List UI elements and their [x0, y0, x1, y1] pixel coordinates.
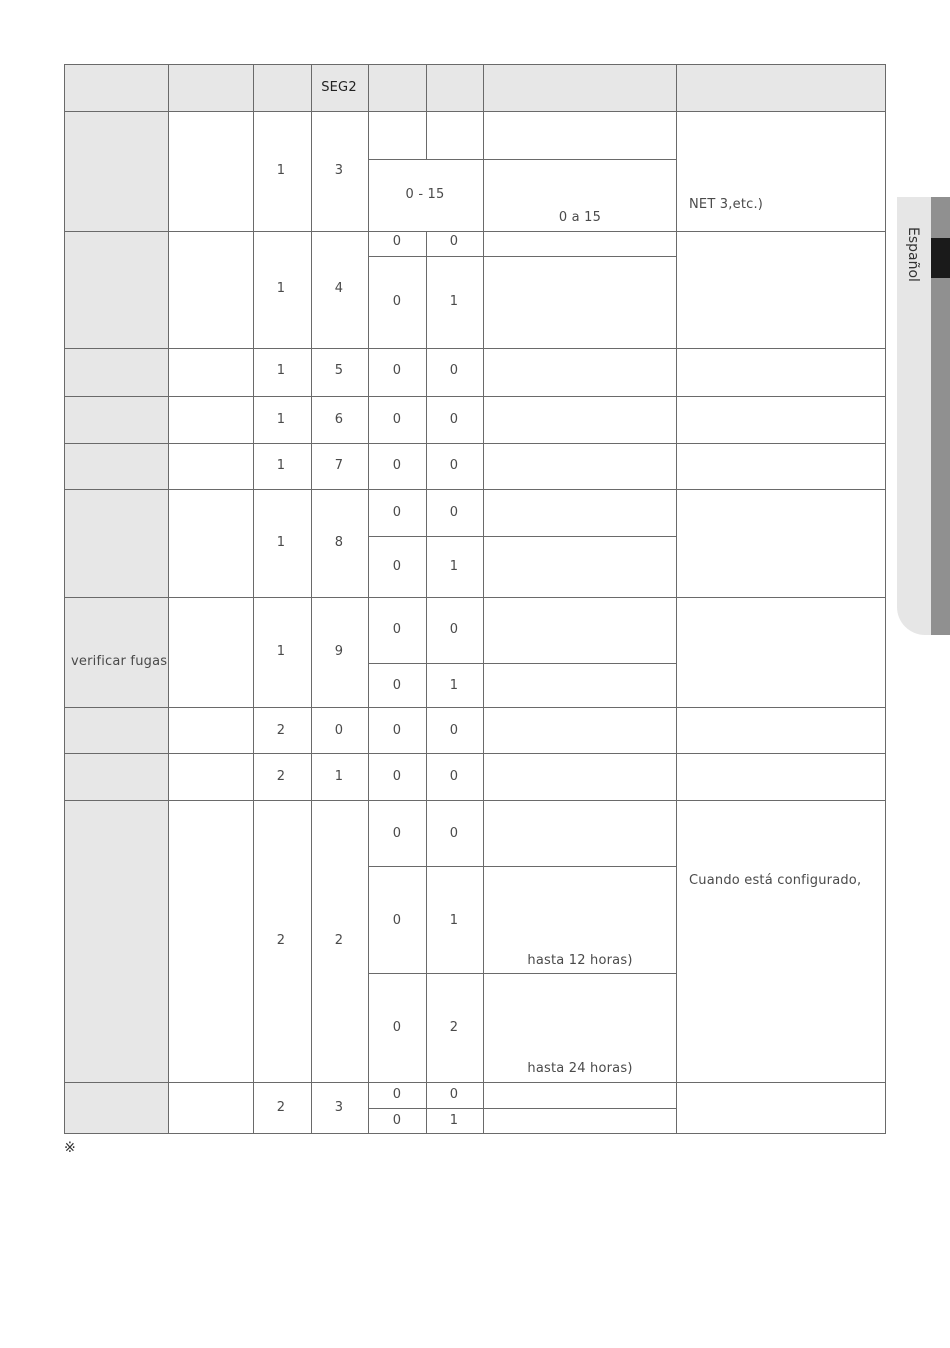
- row-23-seg2: 3: [334, 1100, 344, 1115]
- header-cell-1: [64, 64, 169, 112]
- row-18-label-cell: [64, 489, 169, 598]
- row-21-a2: 0: [449, 769, 459, 784]
- row-16-seg2: 6: [334, 412, 344, 427]
- row-23-b2: 1: [449, 1113, 459, 1128]
- row-15-a2: 0: [449, 363, 459, 378]
- side-tab-marker: [931, 238, 950, 278]
- row-22-cell-2: [168, 800, 254, 1083]
- row-21-a1: 0: [392, 769, 402, 784]
- row-20-a2: 0: [449, 723, 459, 738]
- row-18-b1: 0: [392, 559, 402, 574]
- row-16-cell-2: [168, 396, 254, 444]
- row-22-note: Cuando está configurado,: [689, 873, 862, 888]
- row-23-seg1: 2: [276, 1100, 286, 1115]
- row-22-a-desc: [483, 800, 677, 867]
- row-20-label-cell: [64, 707, 169, 754]
- row-19-a2: 0: [449, 622, 459, 637]
- row-21-label-cell: [64, 753, 169, 801]
- row-14-note-cell: [676, 231, 886, 349]
- row-14-seg2: 4: [334, 281, 344, 296]
- row-14-seg1: 1: [276, 281, 286, 296]
- row-16-a2: 0: [449, 412, 459, 427]
- row-23-a2: 0: [449, 1087, 459, 1102]
- row-15-cell-2: [168, 348, 254, 397]
- row-15-desc: [483, 348, 677, 397]
- row-22-seg1: 2: [276, 933, 286, 948]
- row-18-b-desc: [483, 536, 677, 598]
- row-16-a1: 0: [392, 412, 402, 427]
- row-23-note-cell: [676, 1082, 886, 1134]
- row-14-a-desc: [483, 231, 677, 257]
- header-cell-seg4: [426, 64, 484, 112]
- row-15-a1: 0: [392, 363, 402, 378]
- row-22-a1: 0: [392, 826, 402, 841]
- row-17-seg1: 1: [276, 458, 286, 473]
- row-21-cell-2: [168, 753, 254, 801]
- header-cell-seg1: [253, 64, 312, 112]
- row-18-note-cell: [676, 489, 886, 598]
- row-17-seg2: 7: [334, 458, 344, 473]
- row-20-seg2: 0: [334, 723, 344, 738]
- row-16-seg1: 1: [276, 412, 286, 427]
- row-15-seg1: 1: [276, 363, 286, 378]
- row-22-label-cell: [64, 800, 169, 1083]
- row-13-note-cell: [676, 111, 886, 232]
- row-23-a-desc: [483, 1082, 677, 1109]
- row-22-b2: 1: [449, 913, 459, 928]
- row-20-seg1: 2: [276, 723, 286, 738]
- row-19-a-desc: [483, 597, 677, 664]
- row-17-desc: [483, 443, 677, 490]
- row-13-seg2: 3: [334, 163, 344, 178]
- row-16-label-cell: [64, 396, 169, 444]
- row-20-desc: [483, 707, 677, 754]
- row-17-note-cell: [676, 443, 886, 490]
- row-13-note: NET 3,etc.): [689, 197, 764, 212]
- row-18-a1: 0: [392, 505, 402, 520]
- row-19-b2: 1: [449, 678, 459, 693]
- row-23-label-cell: [64, 1082, 169, 1134]
- row-17-a1: 0: [392, 458, 402, 473]
- header-cell-desc: [483, 64, 677, 112]
- row-13-cell-2: [168, 111, 254, 232]
- row-16-desc: [483, 396, 677, 444]
- row-17-cell-2: [168, 443, 254, 490]
- row-15-note-cell: [676, 348, 886, 397]
- row-21-seg2: 1: [334, 769, 344, 784]
- row-23-a1: 0: [392, 1087, 402, 1102]
- row-13-label-cell: [64, 111, 169, 232]
- side-tab-label: Español: [905, 227, 921, 282]
- row-14-a1: 0: [392, 234, 402, 249]
- row-18-seg2: 8: [334, 535, 344, 550]
- row-14-b2: 1: [449, 294, 459, 309]
- row-20-a1: 0: [392, 723, 402, 738]
- row-22-note-cell: [676, 800, 886, 1083]
- row-13-seg3-cell: [368, 111, 427, 160]
- row-22-b-desc-text: hasta 12 horas): [527, 953, 633, 968]
- row-19-b1: 0: [392, 678, 402, 693]
- row-18-b2: 1: [449, 559, 459, 574]
- header-cell-2: [168, 64, 254, 112]
- row-16-note-cell: [676, 396, 886, 444]
- header-seg2-label: SEG2: [321, 80, 357, 95]
- row-13-desc-a: [483, 111, 677, 160]
- row-13-desc: 0 a 15: [558, 210, 602, 225]
- row-19-seg2: 9: [334, 644, 344, 659]
- row-17-a2: 0: [449, 458, 459, 473]
- row-23-b-desc: [483, 1108, 677, 1134]
- row-13-seg1: 1: [276, 163, 286, 178]
- row-18-seg1: 1: [276, 535, 286, 550]
- row-22-a2: 0: [449, 826, 459, 841]
- row-18-a-desc: [483, 489, 677, 537]
- row-19-note-cell: [676, 597, 886, 708]
- header-cell-seg3: [368, 64, 427, 112]
- row-19-label-cell: [64, 597, 169, 708]
- row-21-desc: [483, 753, 677, 801]
- row-19-label: verificar fugas: [71, 654, 168, 669]
- row-14-b-desc: [483, 256, 677, 349]
- row-20-note-cell: [676, 707, 886, 754]
- row-19-cell-2: [168, 597, 254, 708]
- row-13-seg4-cell: [426, 111, 484, 160]
- row-17-label-cell: [64, 443, 169, 490]
- row-19-b-desc: [483, 663, 677, 708]
- row-23-cell-2: [168, 1082, 254, 1134]
- row-21-seg1: 2: [276, 769, 286, 784]
- row-14-a2: 0: [449, 234, 459, 249]
- row-15-label-cell: [64, 348, 169, 397]
- row-14-b1: 0: [392, 294, 402, 309]
- footnote-mark: ※: [64, 1140, 76, 1156]
- row-14-cell-2: [168, 231, 254, 349]
- row-23-b1: 0: [392, 1113, 402, 1128]
- row-22-c2: 2: [449, 1020, 459, 1035]
- row-19-seg1: 1: [276, 644, 286, 659]
- row-18-cell-2: [168, 489, 254, 598]
- row-21-note-cell: [676, 753, 886, 801]
- row-19-a1: 0: [392, 622, 402, 637]
- row-13-range: 0 - 15: [405, 187, 445, 202]
- header-cell-note: [676, 64, 886, 112]
- row-14-label-cell: [64, 231, 169, 349]
- row-18-a2: 0: [449, 505, 459, 520]
- row-22-c-desc-text: hasta 24 horas): [527, 1061, 633, 1076]
- row-22-c1: 0: [392, 1020, 402, 1035]
- row-22-seg2: 2: [334, 933, 344, 948]
- row-15-seg2: 5: [334, 363, 344, 378]
- row-22-b1: 0: [392, 913, 402, 928]
- row-20-cell-2: [168, 707, 254, 754]
